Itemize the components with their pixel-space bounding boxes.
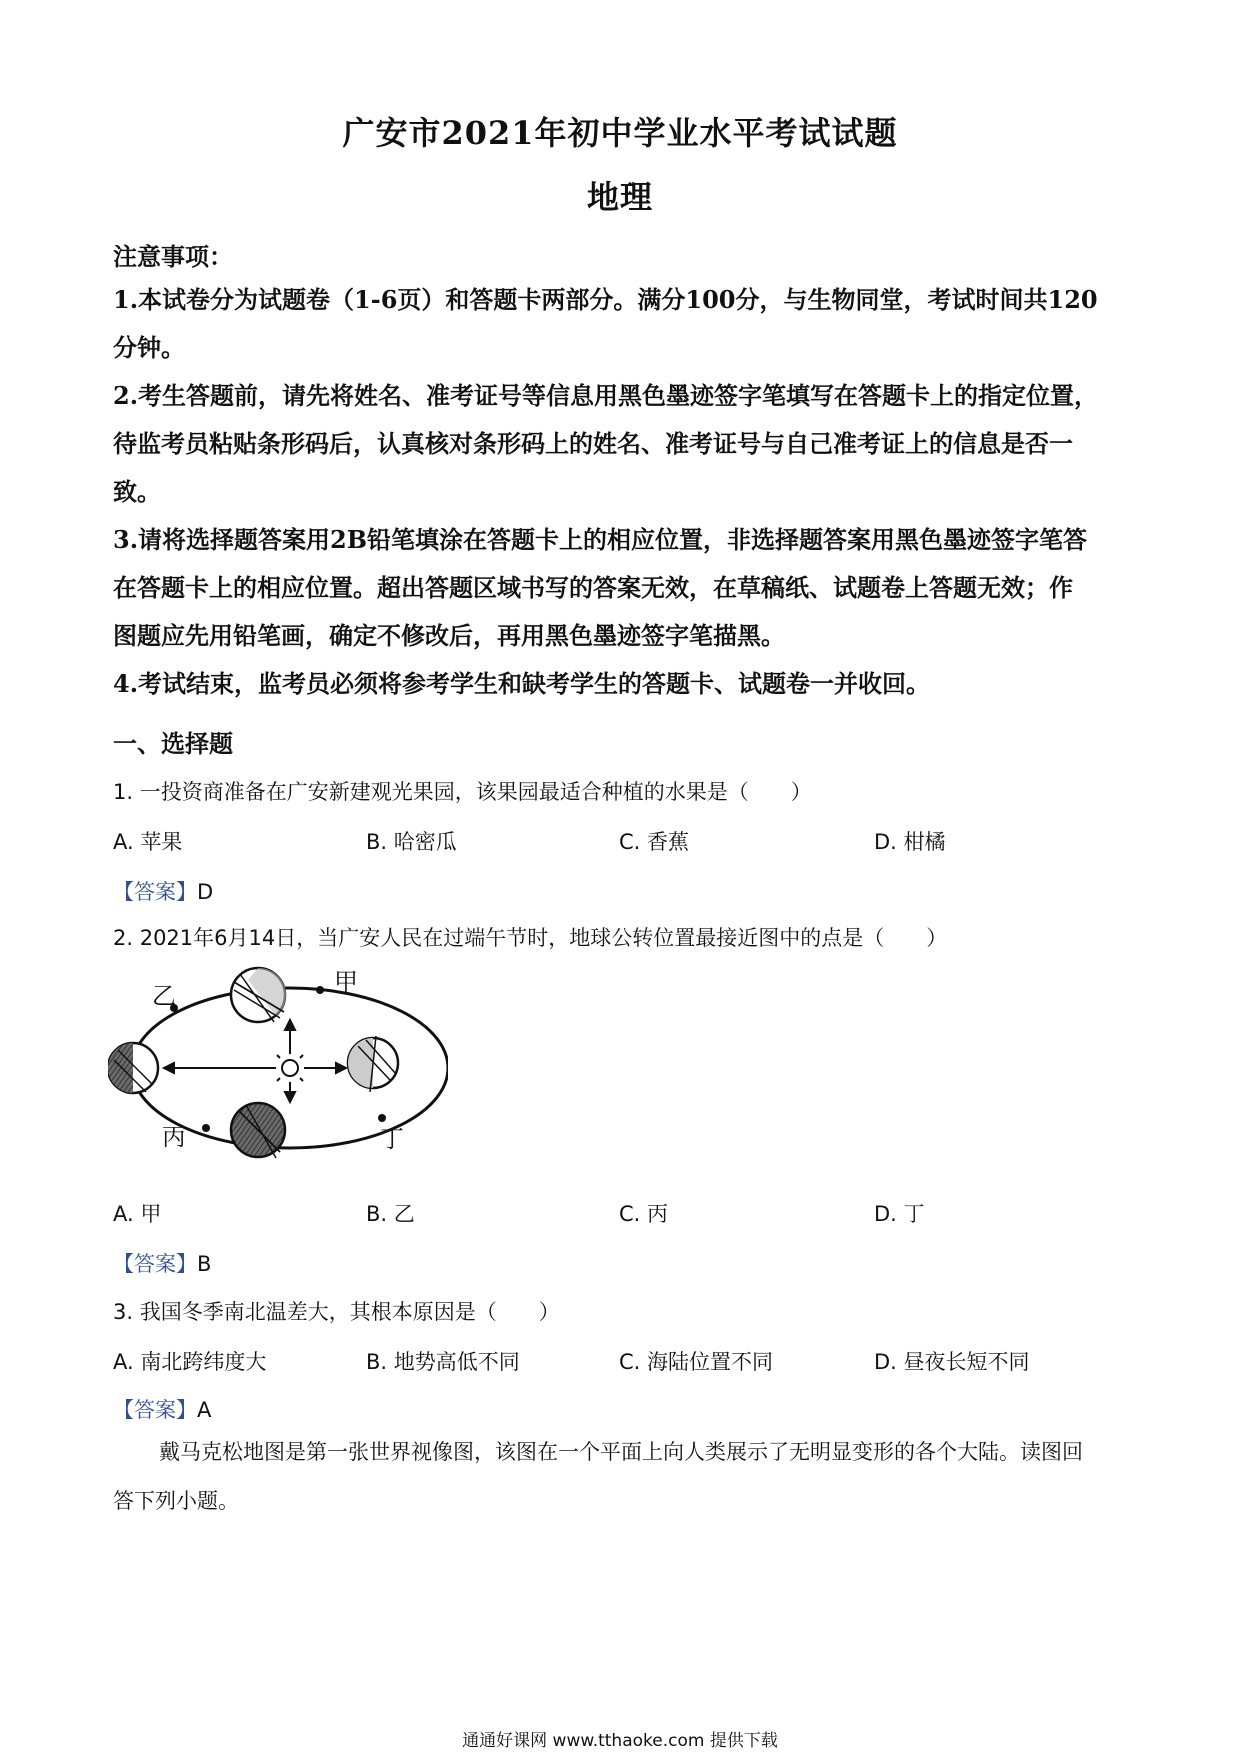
- question-stem: 2. 2021年6月14日，当广安人民在过端午节时，地球公转位置最接近图中的点是（ ）: [113, 926, 948, 950]
- option-c: C. 海陆位置不同: [619, 1350, 774, 1374]
- earth-top: [231, 968, 286, 1022]
- answer-tag: 【答案】: [113, 880, 197, 904]
- sun-icon: [272, 1050, 308, 1086]
- label-jia: 甲: [334, 968, 358, 996]
- option-d: D. 昼夜长短不同: [874, 1350, 1030, 1374]
- earth-bottom: [231, 1103, 285, 1158]
- note-line: 4.考试结束，监考员必须将参考学生和缺考学生的答题卡、试题卷一并收回。: [113, 669, 931, 698]
- passage: [113, 1428, 1123, 1526]
- subject-title: 地理: [586, 178, 653, 216]
- option-d: D. 丁: [874, 1202, 925, 1226]
- note-line: 待监考员粘贴条形码后，认真核对条形码上的姓名、准考证号与自己准考证上的信息是否一: [113, 429, 1073, 458]
- page-title: 广安市2021年初中学业水平考试试题: [342, 114, 898, 152]
- earth-left: [108, 1043, 158, 1093]
- option-a: A. 苹果: [113, 830, 183, 854]
- passage-line: 戴马克松地图是第一张世界视像图，该图在一个平面上向人类展示了无明显变形的各个大陆。读图回: [159, 1440, 1083, 1464]
- answer-value: D: [197, 880, 214, 904]
- question-stem: 3. 我国冬季南北温差大，其根本原因是（ ）: [113, 1300, 560, 1324]
- answer: [113, 1394, 211, 1424]
- option-b: B. 乙: [366, 1202, 415, 1226]
- answer-value: A: [197, 1398, 212, 1422]
- notes-heading: 注意事项：: [113, 242, 233, 271]
- section-title: 一、选择题: [113, 729, 233, 758]
- answer: [113, 876, 213, 906]
- option-a: A. 南北跨纬度大: [113, 1350, 267, 1374]
- answer-tag: 【答案】: [113, 1252, 197, 1276]
- notes-list: [113, 276, 1133, 708]
- option-b: B. 哈密瓜: [366, 830, 457, 854]
- footer-text: 通通好课网 www.tthaoke.com 提供下载: [462, 1731, 778, 1751]
- answer: [113, 1248, 211, 1278]
- sunlight-arrows: [164, 1020, 346, 1102]
- note-line: 分钟。: [113, 333, 185, 362]
- point-ding: [378, 1114, 386, 1122]
- option-c: C. 丙: [619, 1202, 669, 1226]
- passage-line: 答下列小题。: [113, 1489, 239, 1513]
- label-bing: 丙: [162, 1123, 186, 1151]
- point-bing: [202, 1124, 210, 1132]
- point-jia: [316, 986, 324, 994]
- note-line: 在答题卡上的相应位置。超出答题区域书写的答案无效，在草稿纸、试题卷上答题无效；作: [113, 573, 1073, 602]
- label-yi: 乙: [152, 982, 176, 1010]
- label-ding: 丁: [380, 1125, 404, 1153]
- earth-orbit-diagram: [108, 960, 448, 1180]
- option-d: D. 柑橘: [874, 830, 946, 854]
- option-a: A. 甲: [113, 1202, 162, 1226]
- question-stem: 1. 一投资商准备在广安新建观光果园，该果园最适合种植的水果是（ ）: [113, 780, 812, 804]
- note-line: 1.本试卷分为试题卷（1-6页）和答题卡两部分。满分100分，与生物同堂，考试时间共120: [113, 285, 1098, 314]
- note-line: 2.考生答题前，请先将姓名、准考证号等信息用黑色墨迹签字笔填写在答题卡上的指定位置，: [113, 381, 1099, 410]
- answer-tag: 【答案】: [113, 1398, 197, 1422]
- note-line: 致。: [113, 477, 161, 506]
- option-c: C. 香蕉: [619, 830, 690, 854]
- option-b: B. 地势高低不同: [366, 1350, 520, 1374]
- note-line: 3.请将选择题答案用2B铅笔填涂在答题卡上的相应位置，非选择题答案用黑色墨迹签字笔答: [113, 525, 1088, 554]
- earth-right: [348, 1036, 398, 1092]
- answer-value: B: [197, 1252, 212, 1276]
- note-line: 图题应先用铅笔画，确定不修改后，再用黑色墨迹签字笔描黑。: [113, 621, 785, 650]
